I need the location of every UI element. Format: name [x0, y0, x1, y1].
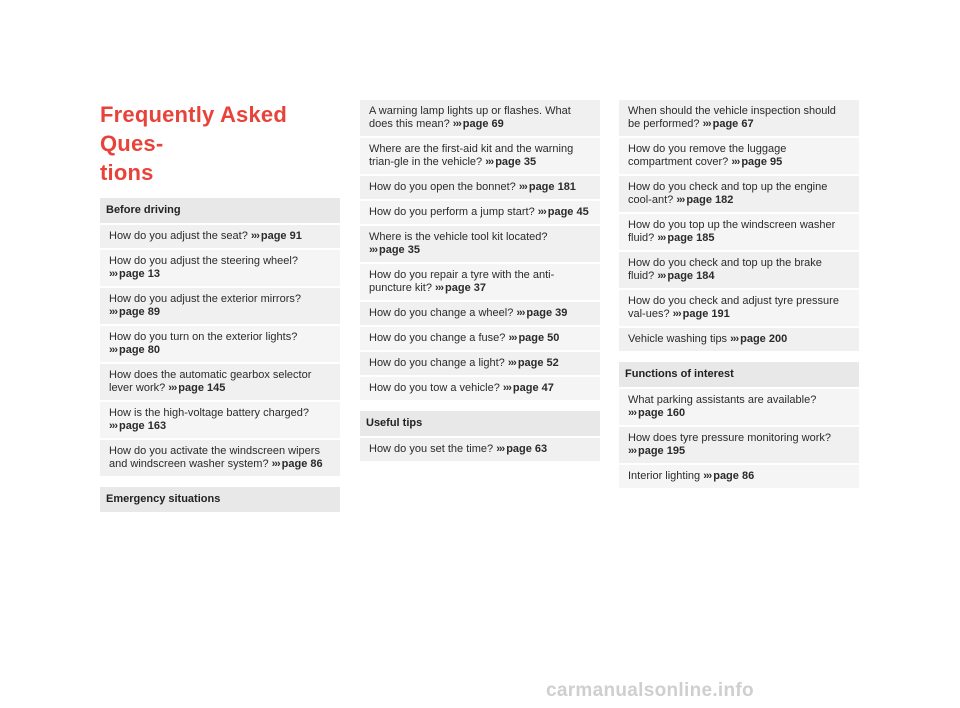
page-reference-link[interactable]	[503, 382, 554, 394]
faq-item[interactable]	[100, 250, 340, 286]
section-heading: Before driving	[100, 198, 340, 223]
faq-question: Where are the first-aid kit and the warning trian-gle in the vehicle?	[369, 143, 574, 168]
page-reference-link[interactable]	[673, 308, 730, 320]
page-reference-text: page 86	[713, 470, 755, 482]
faq-question: How does the automatic gearbox selector lever work?	[109, 369, 312, 394]
faq-item[interactable]	[619, 427, 859, 463]
page-reference-link[interactable]	[731, 156, 782, 168]
faq-question: How is the high-voltage battery charged?	[109, 407, 309, 419]
chevrons-icon: ›››	[507, 357, 516, 369]
chevrons-icon: ›››	[496, 443, 505, 455]
faq-question: What parking assistants are available?	[628, 394, 817, 406]
page-reference-link[interactable]	[485, 156, 536, 168]
chevrons-icon: ›››	[672, 308, 681, 320]
faq-question: How does tyre pressure monitoring work?	[628, 432, 831, 444]
faq-item[interactable]	[360, 138, 600, 174]
page-reference-text: page 47	[512, 382, 554, 394]
page-reference-text: page 91	[260, 230, 302, 242]
page-reference-text: page 86	[281, 458, 323, 470]
page-reference-text: page 145	[178, 382, 226, 394]
faq-question: How do you set the time?	[369, 443, 497, 455]
page-title-line-1: Frequently Asked Ques-	[100, 102, 287, 156]
faq-question: How do you adjust the seat?	[109, 230, 251, 242]
page-reference-link[interactable]	[508, 332, 559, 344]
faq-item[interactable]	[360, 176, 600, 199]
faq-question: How do you repair a tyre with the anti-puncture kit?	[369, 269, 555, 294]
chevrons-icon: ›››	[676, 194, 685, 206]
page-reference-link[interactable]	[109, 306, 160, 318]
page-reference-link[interactable]	[657, 232, 714, 244]
page-reference-link[interactable]	[628, 445, 685, 457]
page-reference-text: page 184	[667, 270, 715, 282]
chevrons-icon: ›››	[731, 156, 740, 168]
faq-column-1-body	[100, 198, 340, 512]
faq-item[interactable]	[100, 326, 340, 362]
page-reference-text: page 69	[462, 118, 504, 130]
chevrons-icon: ›››	[703, 470, 712, 482]
faq-item[interactable]	[100, 364, 340, 400]
faq-item[interactable]	[619, 176, 859, 212]
faq-question: How do you remove the luggage compartment cover?	[628, 143, 787, 168]
page-reference-link[interactable]	[453, 118, 504, 130]
faq-question: How do you turn on the exterior lights?	[109, 331, 298, 343]
page-reference-link[interactable]	[435, 282, 486, 294]
page-title-line-2: tions	[100, 160, 154, 185]
page-reference-text: page 182	[686, 194, 734, 206]
faq-question: Interior lighting	[628, 470, 704, 482]
chevrons-icon: ›››	[485, 156, 494, 168]
page-reference-link[interactable]	[516, 307, 567, 319]
page-reference-text: page 13	[119, 268, 160, 280]
faq-item[interactable]	[619, 290, 859, 326]
page-reference-text: page 39	[526, 307, 568, 319]
chevrons-icon: ›››	[518, 181, 527, 193]
page-reference-link[interactable]	[730, 333, 787, 345]
chevrons-icon: ›››	[435, 282, 444, 294]
faq-item[interactable]	[360, 377, 600, 400]
faq-question: When should the vehicle inspection should be performed?	[628, 105, 836, 130]
page-title	[100, 100, 340, 187]
faq-item[interactable]	[619, 389, 859, 425]
faq-item[interactable]	[619, 214, 859, 250]
page-reference-text: page 191	[682, 308, 730, 320]
faq-question: Where is the vehicle tool kit located?	[369, 231, 548, 243]
faq-question: How do you open the bonnet?	[369, 181, 519, 193]
faq-item[interactable]	[100, 440, 340, 476]
chevrons-icon: ›››	[109, 344, 117, 356]
chevrons-icon: ›››	[452, 118, 461, 130]
faq-column-3-body	[619, 100, 859, 488]
page-reference-text: page 35	[495, 156, 537, 168]
chevrons-icon: ›››	[109, 268, 117, 280]
page-reference-text: page 185	[667, 232, 715, 244]
page-reference-link[interactable]	[628, 407, 685, 419]
page-reference-text: page 35	[379, 244, 420, 256]
page-reference-text: page 80	[119, 344, 160, 356]
chevrons-icon: ›››	[109, 420, 117, 432]
faq-item[interactable]	[100, 225, 340, 248]
faq-item[interactable]	[619, 138, 859, 174]
faq-question: How do you change a fuse?	[369, 332, 509, 344]
faq-question: How do you adjust the exterior mirrors?	[109, 293, 301, 305]
chevrons-icon: ›››	[508, 332, 517, 344]
chevrons-icon: ›››	[702, 118, 711, 130]
chevrons-icon: ›››	[109, 306, 117, 318]
faq-question: How do you change a wheel?	[369, 307, 517, 319]
page-reference-link[interactable]	[109, 344, 160, 356]
page-reference-link[interactable]	[703, 118, 754, 130]
faq-item[interactable]	[360, 226, 600, 262]
page-reference-text: page 63	[506, 443, 548, 455]
page-reference-link[interactable]	[657, 270, 714, 282]
chevrons-icon: ›››	[628, 407, 636, 419]
page-reference-text: page 181	[528, 181, 576, 193]
faq-item[interactable]	[619, 100, 859, 136]
faq-question: How do you tow a vehicle?	[369, 382, 503, 394]
chevrons-icon: ›››	[271, 458, 280, 470]
page-reference-text: page 200	[740, 333, 788, 345]
page-reference-link[interactable]	[251, 230, 302, 242]
faq-item[interactable]	[619, 328, 859, 351]
faq-item[interactable]	[360, 201, 600, 224]
chevrons-icon: ›››	[369, 244, 377, 256]
faq-question: How do you top up the windscreen washer fluid?	[628, 219, 836, 244]
faq-question: How do you perform a jump start?	[369, 206, 538, 218]
faq-item[interactable]	[360, 438, 600, 461]
page-reference-link[interactable]	[272, 458, 323, 470]
faq-item[interactable]	[360, 264, 600, 300]
faq-question: How do you activate the windscreen wipers and windscreen washer system?	[109, 445, 320, 470]
page-reference-text: page 95	[741, 156, 783, 168]
page-reference-text: page 67	[712, 118, 754, 130]
faq-item[interactable]	[360, 100, 600, 136]
faq-item[interactable]	[619, 465, 859, 488]
page-reference-link[interactable]	[538, 206, 589, 218]
chevrons-icon: ›››	[502, 382, 511, 394]
faq-question: A warning lamp lights up or flashes. What does this mean?	[369, 105, 571, 130]
faq-item[interactable]	[360, 302, 600, 325]
page-reference-link[interactable]	[508, 357, 559, 369]
faq-question: How do you change a light?	[369, 357, 508, 369]
chevrons-icon: ›››	[516, 307, 525, 319]
faq-question: How do you adjust the steering wheel?	[109, 255, 298, 267]
chevrons-icon: ›››	[657, 270, 666, 282]
chevrons-icon: ›››	[168, 382, 177, 394]
faq-question: How do you check and top up the brake fluid?	[628, 257, 822, 282]
faq-item[interactable]	[619, 252, 859, 288]
chevrons-icon: ›››	[628, 445, 636, 457]
page-reference-text: page 163	[119, 420, 167, 432]
section-heading: Functions of interest	[619, 362, 859, 387]
section-heading: Useful tips	[360, 411, 600, 436]
page-reference-text: page 160	[638, 407, 686, 419]
page-reference-text: page 195	[638, 445, 686, 457]
section-heading: Emergency situations	[100, 487, 340, 512]
page-reference-text: page 89	[119, 306, 160, 318]
faq-question: How do you check and top up the engine cool-ant?	[628, 181, 828, 206]
faq-column-3	[619, 100, 859, 490]
faq-column-2	[360, 100, 600, 463]
chevrons-icon: ›››	[250, 230, 259, 242]
page-reference-link[interactable]	[168, 382, 225, 394]
faq-column-1	[100, 100, 340, 514]
page-reference-text: page 50	[518, 332, 560, 344]
faq-question: Vehicle washing tips	[628, 333, 731, 345]
page-reference-link[interactable]	[369, 244, 420, 256]
faq-question: How do you check and adjust tyre pressure val-ues?	[628, 295, 839, 320]
page-reference-link[interactable]	[676, 194, 733, 206]
faq-item[interactable]	[100, 288, 340, 324]
page-reference-link[interactable]	[496, 443, 547, 455]
faq-column-2-body	[360, 100, 600, 461]
page-reference-text: page 37	[445, 282, 487, 294]
page-reference-link[interactable]	[703, 470, 754, 482]
chevrons-icon: ›››	[657, 232, 666, 244]
chevrons-icon: ›››	[537, 206, 546, 218]
page-reference-link[interactable]	[109, 420, 166, 432]
faq-item[interactable]	[100, 402, 340, 438]
chevrons-icon: ›››	[730, 333, 739, 345]
faq-item[interactable]	[360, 327, 600, 350]
faq-item[interactable]	[360, 352, 600, 375]
page-reference-text: page 45	[547, 206, 589, 218]
watermark-text: carmanualsonline.info	[546, 680, 754, 701]
page-reference-text: page 52	[517, 357, 559, 369]
page-reference-link[interactable]	[109, 268, 160, 280]
page-reference-link[interactable]	[519, 181, 576, 193]
